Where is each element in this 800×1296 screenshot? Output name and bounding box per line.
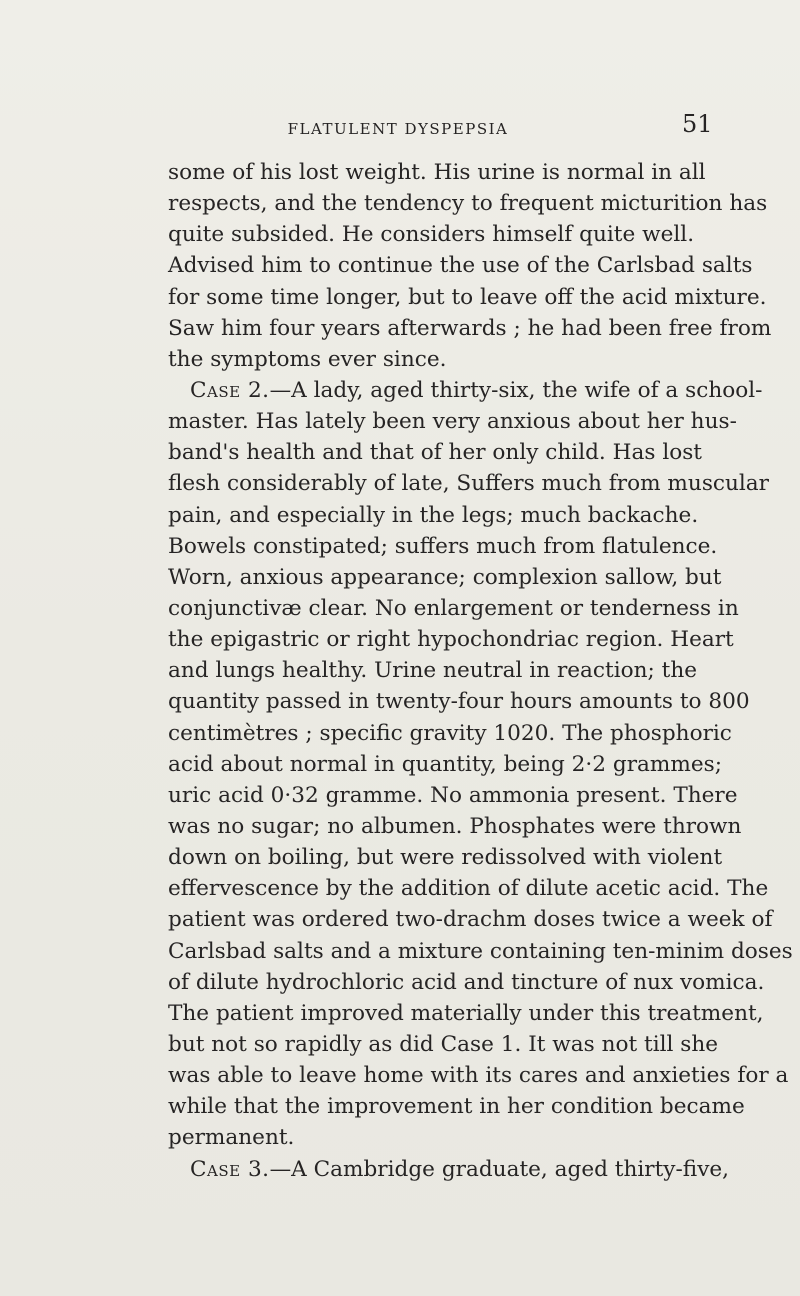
text-line: for some time longer, but to leave off the acid mixture. <box>168 284 767 310</box>
case-3-label: Case 3. <box>190 1156 270 1182</box>
running-head <box>0 110 800 140</box>
case-2-label: Case 2. <box>190 377 270 403</box>
case-3-first-line <box>168 1154 730 1185</box>
text-line: The patient improved materially under this treatment, <box>168 1000 764 1026</box>
text-line: the symptoms ever since. <box>168 346 447 372</box>
text-line: flesh considerably of late, Suffers much from muscular <box>168 471 769 497</box>
text-line: band's health and that of her only child. Has lost <box>168 440 702 466</box>
text-line: respects, and the tendency to frequent micturition has <box>168 191 768 217</box>
running-title: FLATULENT DYSPEPSIA <box>287 120 509 138</box>
text-line: pain, and especially in the legs; much backache. <box>168 502 699 528</box>
text-line: permanent. <box>168 1125 295 1151</box>
text-line: conjunctivæ clear. No enlargement or tenderness in <box>168 595 739 621</box>
text-line: effervescence by the addition of dilute acetic acid. The <box>168 876 769 902</box>
case-2-first-line-text: —A lady, aged thirty-six, the wife of a school- <box>269 377 763 403</box>
text-line: quantity passed in twenty-four hours amounts to 800 <box>168 689 750 715</box>
text-line: Saw him four years afterwards ; he had been free from <box>168 315 772 341</box>
text-line: patient was ordered two-drachm doses twice a week of <box>168 907 773 933</box>
text-line: and lungs healthy. Urine neutral in reaction; the <box>168 658 698 684</box>
text-line: down on boiling, but were redissolved with violent <box>168 845 723 871</box>
text-line: acid about normal in quantity, being 2·2 grammes; <box>168 751 722 777</box>
text-line: but not so rapidly as did Case 1. It was not till she <box>168 1031 719 1057</box>
text-line: was able to leave home with its cares and anxieties for a <box>168 1063 789 1089</box>
text-line: while that the improvement in her condition became <box>168 1094 745 1120</box>
text-line: was no sugar; no albumen. Phosphates were thrown <box>168 813 742 839</box>
text-line: the epigastric or right hypochondriac region. Heart <box>168 627 734 653</box>
page-number: 51 <box>682 110 713 138</box>
case-2-first-line <box>168 375 763 406</box>
text-line: Advised him to continue the use of the Carlsbad salts <box>168 253 753 279</box>
text-line: some of his lost weight. His urine is normal in all <box>168 160 706 185</box>
text-line: Bowels constipated; suffers much from flatulence. <box>168 533 718 559</box>
body-text <box>168 157 793 1185</box>
text-line: of dilute hydrochloric acid and tincture of nux vomica. <box>168 969 765 995</box>
case-3-first-line-text: —A Cambridge graduate, aged thirty-five, <box>269 1156 730 1182</box>
text-line: centimètres ; specific gravity 1020. The phosphoric <box>168 720 732 746</box>
text-line: master. Has lately been very anxious about her hus- <box>168 409 737 435</box>
text-line: uric acid 0·32 gramme. No ammonia present. There <box>168 782 738 808</box>
text-line: quite subsided. He considers himself quite well. <box>168 222 695 248</box>
text-line: Worn, anxious appearance; complexion sallow, but <box>168 564 722 590</box>
text-line: Carlsbad salts and a mixture containing ten-minim doses <box>168 938 793 964</box>
